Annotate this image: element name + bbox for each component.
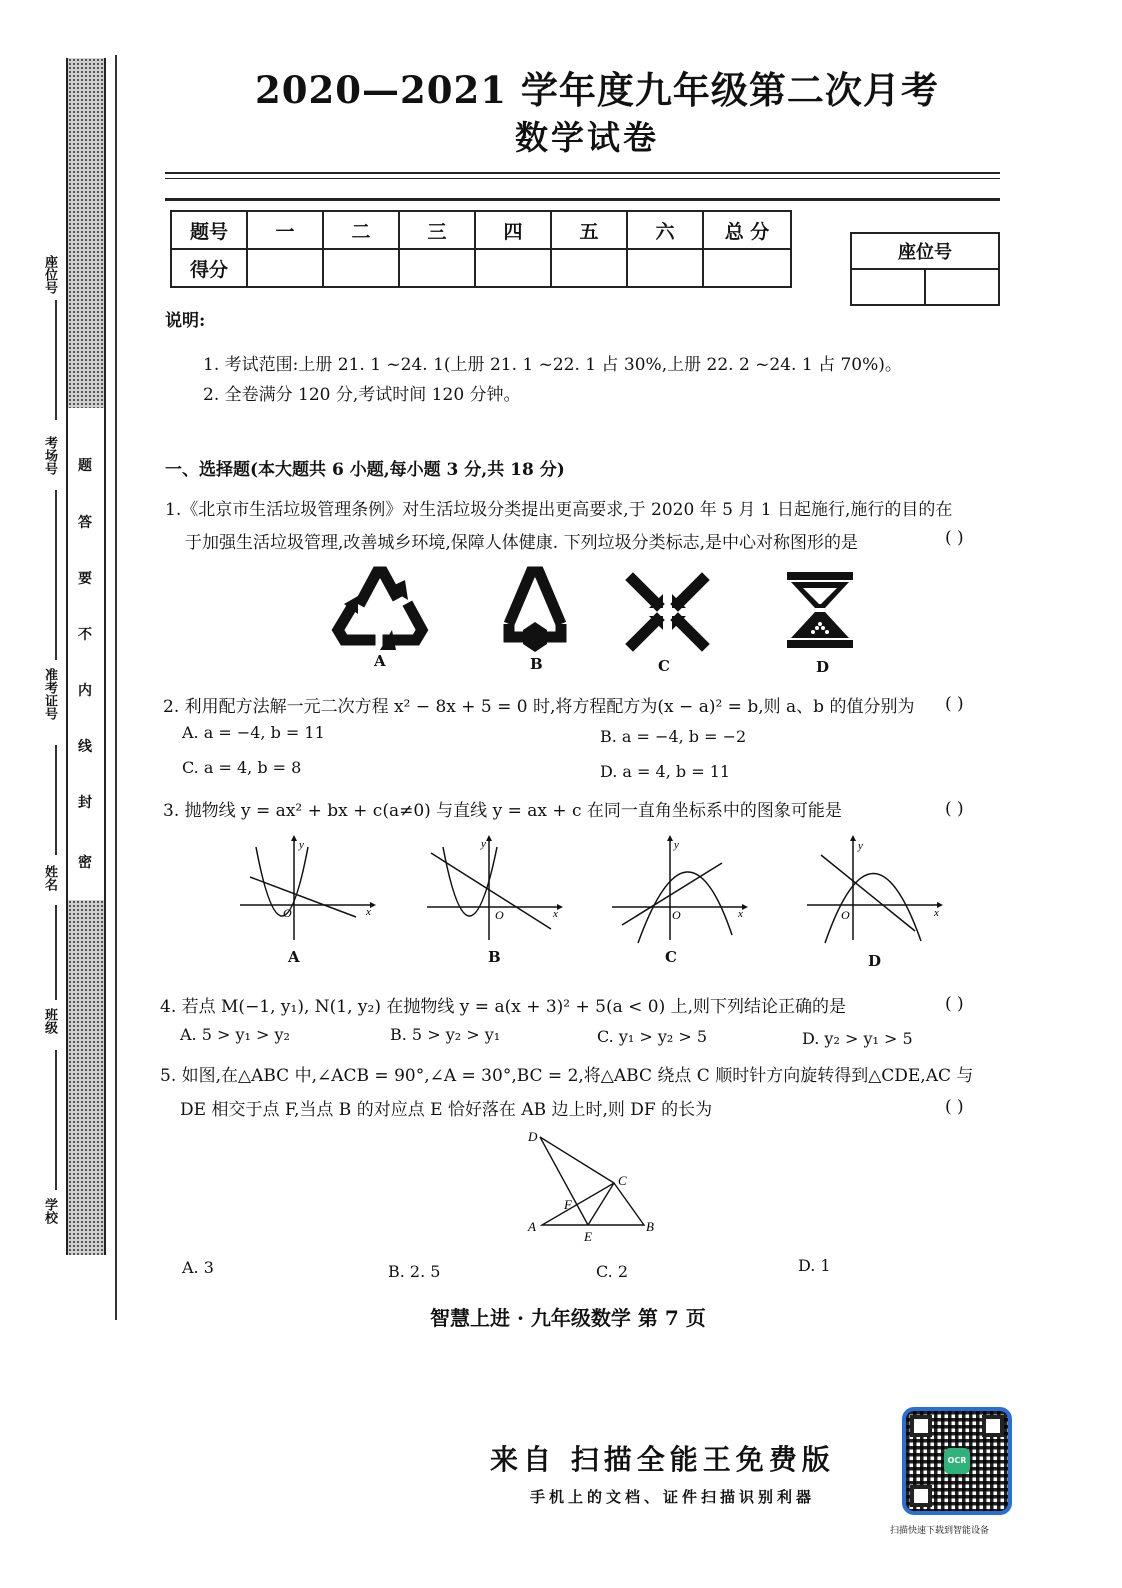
score-col-header: 二 bbox=[323, 211, 399, 249]
seal-char: 题 bbox=[78, 458, 92, 474]
q4-option-b[interactable]: B. 5 > y₂ > y₁ bbox=[390, 1025, 501, 1044]
header-rule bbox=[165, 178, 1000, 179]
margin-field-name: 姓名 bbox=[42, 865, 57, 891]
point-c-label: C bbox=[618, 1173, 627, 1188]
binding-strip-top bbox=[66, 58, 106, 408]
score-cell[interactable] bbox=[551, 249, 627, 287]
recycle-symbol-d bbox=[785, 570, 855, 650]
graph-d-axis-x: x bbox=[934, 907, 939, 919]
q1-label-d: D bbox=[816, 658, 830, 676]
binding-strip-middle bbox=[66, 408, 106, 900]
q3-label-c: C bbox=[665, 948, 677, 966]
q5-option-d[interactable]: D. 1 bbox=[798, 1256, 831, 1275]
margin-field-seat: 座位号 bbox=[42, 255, 57, 294]
margin-field-school: 学校 bbox=[42, 1198, 57, 1224]
scanner-brand: 来自 扫描全能王免费版 bbox=[490, 1443, 835, 1476]
graph-b-origin: O bbox=[495, 908, 504, 922]
graph-a-axis-y: y bbox=[299, 839, 304, 851]
graph-option-d bbox=[805, 835, 945, 945]
qr-finder bbox=[910, 1485, 932, 1507]
margin-fill-line bbox=[55, 300, 57, 420]
q2-stem: 2. 利用配方法解一元二次方程 x² − 8x + 5 = 0 时,将方程配方为(x − a)² = b,则 a、b 的值分别为 bbox=[163, 697, 915, 717]
margin-fill-line bbox=[55, 490, 57, 660]
recycle-symbol-a bbox=[330, 560, 430, 650]
point-f-label: F bbox=[564, 1197, 572, 1212]
q5-option-b[interactable]: B. 2. 5 bbox=[388, 1262, 441, 1281]
header-rule bbox=[165, 198, 1000, 201]
margin-field-room: 考场号 bbox=[42, 436, 57, 475]
qr-finder bbox=[982, 1415, 1004, 1437]
q3-answer-paren[interactable]: ( ) bbox=[945, 799, 964, 819]
margin-fill-line bbox=[55, 905, 57, 1000]
q1-label-c: C bbox=[658, 657, 670, 675]
header-rule bbox=[165, 172, 1000, 174]
q2-option-d[interactable]: D. a = 4, b = 11 bbox=[600, 762, 731, 781]
seal-char: 封 bbox=[78, 795, 92, 811]
score-col-header: 总 分 bbox=[703, 211, 791, 249]
score-row-label: 得分 bbox=[171, 249, 247, 287]
margin-fill-line bbox=[55, 745, 57, 855]
point-b-label: B bbox=[646, 1219, 654, 1234]
seat-table bbox=[850, 232, 1000, 306]
margin-field-class: 班级 bbox=[42, 1008, 57, 1034]
score-cell[interactable] bbox=[627, 249, 703, 287]
score-cell[interactable] bbox=[475, 249, 551, 287]
q2-answer-paren[interactable]: ( ) bbox=[945, 694, 964, 714]
graph-d-origin: O bbox=[841, 908, 850, 922]
graph-c-origin: O bbox=[672, 908, 681, 922]
graph-option-c bbox=[610, 835, 750, 945]
graph-option-a bbox=[238, 835, 378, 945]
qr-caption: 扫描快速下载到智能设备 bbox=[890, 1526, 990, 1536]
point-d-label: D bbox=[528, 1129, 538, 1144]
score-col-header: 四 bbox=[475, 211, 551, 249]
seal-char: 密 bbox=[78, 855, 92, 871]
qr-finder bbox=[910, 1415, 932, 1437]
seal-char: 线 bbox=[78, 739, 92, 755]
q2-option-a[interactable]: A. a = −4, b = 11 bbox=[182, 723, 325, 742]
q4-option-c[interactable]: C. y₁ > y₂ > 5 bbox=[597, 1027, 708, 1046]
section-heading: 一、选择题(本大题共 6 小题,每小题 3 分,共 18 分) bbox=[165, 460, 565, 480]
graph-c-axis-x: x bbox=[738, 908, 743, 920]
q2-option-c[interactable]: C. a = 4, b = 8 bbox=[182, 758, 302, 777]
seat-label: 座位号 bbox=[851, 233, 999, 269]
note-item: 1. 考试范围:上册 21. 1 ~24. 1(上册 21. 1 ~22. 1 占 30%,上册 22. 2 ~24. 1 占 70%)。 bbox=[203, 355, 902, 375]
q1-stem-line2: 于加强生活垃圾管理,改善城乡环境,保障人体健康. 下列垃圾分类标志,是中心对称图形的是 bbox=[185, 533, 859, 553]
ocr-badge-icon: OCR bbox=[944, 1448, 970, 1474]
score-col-header: 一 bbox=[247, 211, 323, 249]
score-cell[interactable] bbox=[703, 249, 791, 287]
q3-stem: 3. 抛物线 y = ax² + bx + c(a≠0) 与直线 y = ax + c 在同一直角坐标系中的图象可能是 bbox=[163, 801, 842, 821]
page-footer: 智慧上进 · 九年级数学 第 7 页 bbox=[430, 1306, 706, 1330]
seat-cell[interactable] bbox=[925, 269, 999, 305]
q5-option-a[interactable]: A. 3 bbox=[182, 1258, 214, 1277]
triangle-figure bbox=[522, 1125, 662, 1245]
exam-subtitle: 数学试卷 bbox=[515, 118, 659, 157]
exam-title: 2020—2021 学年度九年级第二次月考 bbox=[255, 68, 939, 112]
q4-answer-paren[interactable]: ( ) bbox=[945, 994, 964, 1014]
q5-stem-line1: 5. 如图,在△ABC 中,∠ACB = 90°,∠A = 30°,BC = 2,将△ABC 绕点 C 顺时针方向旋转得到△CDE,AC 与 bbox=[160, 1066, 974, 1086]
score-cell[interactable] bbox=[323, 249, 399, 287]
score-col-header: 六 bbox=[627, 211, 703, 249]
q5-answer-paren[interactable]: ( ) bbox=[945, 1097, 964, 1117]
q1-stem-line1: 1.《北京市生活垃圾管理条例》对生活垃圾分类提出更高要求,于 2020 年 5 月 1 日起施行,施行的目的在 bbox=[165, 500, 953, 520]
graph-b-axis-x: x bbox=[553, 908, 558, 920]
seat-cell[interactable] bbox=[851, 269, 925, 305]
q4-option-a[interactable]: A. 5 > y₁ > y₂ bbox=[180, 1025, 290, 1044]
q4-option-d[interactable]: D. y₂ > y₁ > 5 bbox=[802, 1029, 913, 1048]
seal-char: 不 bbox=[78, 627, 92, 643]
recycle-symbol-b bbox=[495, 562, 575, 652]
score-row-label: 题号 bbox=[171, 211, 247, 249]
margin-fill-line bbox=[55, 1050, 57, 1190]
note-item: 2. 全卷满分 120 分,考试时间 120 分钟。 bbox=[203, 385, 521, 405]
q5-option-c[interactable]: C. 2 bbox=[596, 1262, 629, 1281]
point-e-label: E bbox=[584, 1229, 592, 1244]
q1-label-b: B bbox=[530, 655, 543, 673]
scanner-tagline: 手机上的文档、证件扫描识别利器 bbox=[530, 1488, 816, 1506]
binding-edge-line bbox=[115, 55, 117, 1320]
seal-char: 答 bbox=[78, 515, 92, 531]
seal-char: 要 bbox=[78, 571, 92, 587]
q1-label-a: A bbox=[374, 652, 386, 670]
score-col-header: 三 bbox=[399, 211, 475, 249]
notes-heading: 说明: bbox=[165, 311, 206, 331]
score-cell[interactable] bbox=[247, 249, 323, 287]
score-col-header: 五 bbox=[551, 211, 627, 249]
q4-stem: 4. 若点 M(−1, y₁), N(1, y₂) 在抛物线 y = a(x + 3)² + 5(a < 0) 上,则下列结论正确的是 bbox=[160, 997, 847, 1017]
point-a-label: A bbox=[528, 1219, 536, 1234]
graph-option-b bbox=[425, 835, 565, 945]
q3-label-d: D bbox=[868, 952, 882, 970]
seal-char: 内 bbox=[78, 683, 92, 699]
q1-answer-paren[interactable]: ( ) bbox=[945, 528, 964, 548]
graph-d-axis-y: y bbox=[858, 840, 863, 852]
q3-label-a: A bbox=[288, 948, 300, 966]
q2-option-b[interactable]: B. a = −4, b = −2 bbox=[600, 727, 747, 746]
graph-a-origin: O bbox=[283, 906, 292, 920]
q5-stem-line2: DE 相交于点 F,当点 B 的对应点 E 恰好落在 AB 边上时,则 DF 的长为 bbox=[180, 1100, 713, 1120]
binding-strip-bottom bbox=[66, 900, 106, 1255]
score-table bbox=[170, 210, 792, 288]
graph-a-axis-x: x bbox=[366, 906, 371, 918]
q3-label-b: B bbox=[488, 948, 501, 966]
margin-field-ticket: 准考证号 bbox=[42, 668, 57, 720]
recycle-symbol-c bbox=[625, 572, 710, 652]
graph-b-axis-y: y bbox=[481, 838, 486, 850]
score-cell[interactable] bbox=[399, 249, 475, 287]
graph-c-axis-y: y bbox=[674, 839, 679, 851]
